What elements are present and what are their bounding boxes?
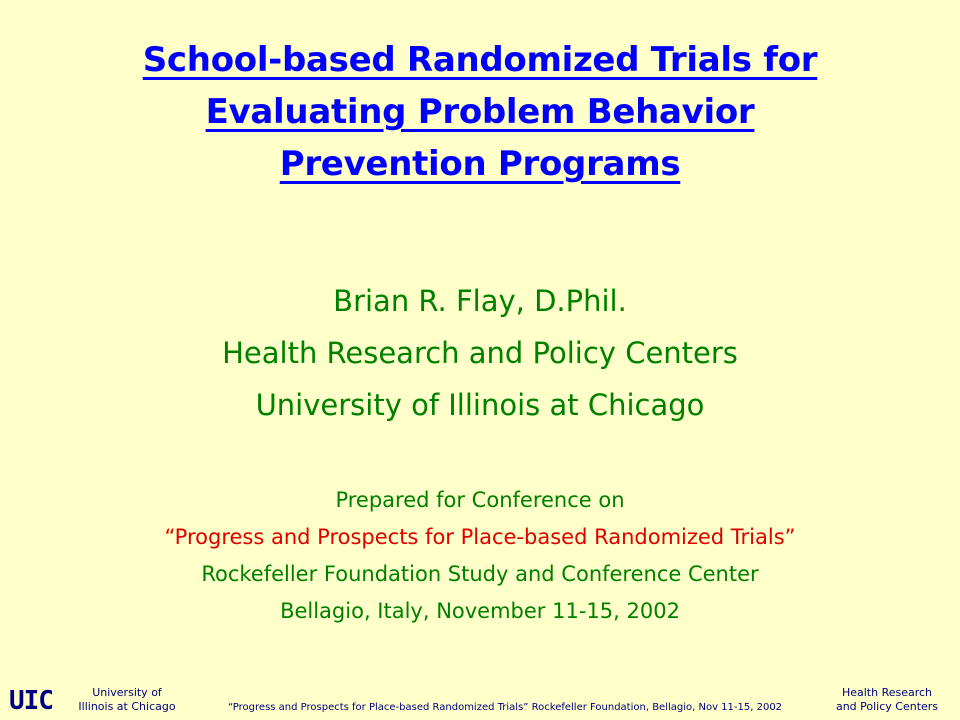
footer-centers — [820, 686, 954, 714]
title-line-1: School-based Randomized Trials for — [142, 40, 818, 80]
footer-university-line-2: Illinois at Chicago — [78, 700, 176, 713]
footer-centers-line-2: and Policy Centers — [835, 700, 939, 713]
author-org: Health Research and Policy Centers — [222, 336, 738, 370]
author-block — [0, 275, 960, 431]
conference-place-date: Bellagio, Italy, November 11-15, 2002 — [280, 599, 680, 623]
slide-title — [20, 34, 940, 190]
author-university: University of Illinois at Chicago — [255, 388, 705, 422]
footer-university — [72, 686, 182, 714]
conference-venue: Rockefeller Foundation Study and Conference Center — [201, 562, 759, 586]
title-line-3: Prevention Programs — [279, 144, 681, 184]
footer-university-line-1: University of — [92, 686, 162, 699]
conference-title: “Progress and Prospects for Place-based Randomized Trials” — [164, 525, 796, 549]
uic-logo: UIC — [9, 686, 53, 716]
title-line-2: Evaluating Problem Behavior — [205, 92, 755, 132]
author-name: Brian R. Flay, D.Phil. — [333, 284, 627, 318]
footer-centers-line-1: Health Research — [841, 686, 933, 699]
footer-conference-note: “Progress and Prospects for Place-based Randomized Trials” Rockefeller Foundation, Bellagio, Nov 11-15, 2002 — [227, 702, 783, 713]
conference-prepared-for: Prepared for Conference on — [335, 488, 625, 512]
conference-block — [0, 482, 960, 630]
